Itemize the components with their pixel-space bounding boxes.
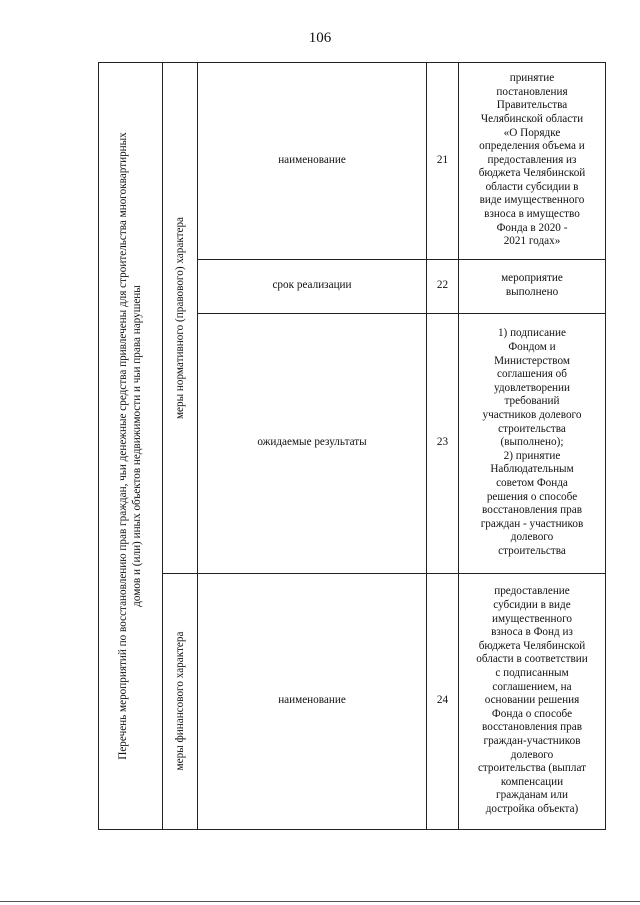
section-title-line-1: Перечень мероприятий по восстановлению прав граждан, чьи денежные средства привлечены для строительства многоквартирных <box>117 132 129 760</box>
section-title-cell <box>98 62 162 830</box>
group-label-financial: меры финансового характера <box>173 631 186 771</box>
value-cell: 1) подписание Фондом и Министерством соглашения об удовлетворении требований участников долевого строительства (выполнено); 2) принятие Наблюдательным советом Фонда решения о способе восстановления прав граждан - участников долевого строительства <box>480 327 584 557</box>
group-cell-financial <box>162 573 197 829</box>
page-bottom-rule <box>0 901 640 902</box>
value-cell: мероприятие выполнено <box>501 272 563 298</box>
table-bottom-border <box>98 829 606 830</box>
field-name-cell: наименование <box>278 694 346 707</box>
group-cell-normative <box>162 62 197 573</box>
page-number: 106 <box>308 30 332 46</box>
row-number-cell: 21 <box>436 153 449 166</box>
row-number-cell: 24 <box>436 694 449 707</box>
section-title <box>116 132 144 760</box>
section-title-line-2: домов и (или) иных объектов недвижимости и чьи права нарушены <box>131 285 143 607</box>
row-number-cell: 23 <box>436 436 449 449</box>
field-name-cell: срок реализации <box>272 279 352 292</box>
value-cell: принятие постановления Правительства Челябинской области «О Порядке определения объема и предоставления из бюджета Челябинской области субсидии в виде имущественного взноса в имущество Фонда в 2020 - 2021 годах» <box>478 72 586 248</box>
group-label-normative: меры нормативного (правового) характера <box>173 216 186 419</box>
field-name-cell: ожидаемые результаты <box>257 436 367 449</box>
value-cell: предоставление субсидии в виде имущественного взноса в Фонд из бюджета Челябинской области в соответствии с подписанным соглашением, на основании решения Фонда о способе восстановления прав граждан-участников долевого строительства (выплат компенсации гражданам или достройка объекта) <box>476 585 588 815</box>
field-name-cell: наименование <box>278 153 346 166</box>
table-right-border <box>605 62 606 830</box>
row-number-cell: 22 <box>436 279 449 292</box>
